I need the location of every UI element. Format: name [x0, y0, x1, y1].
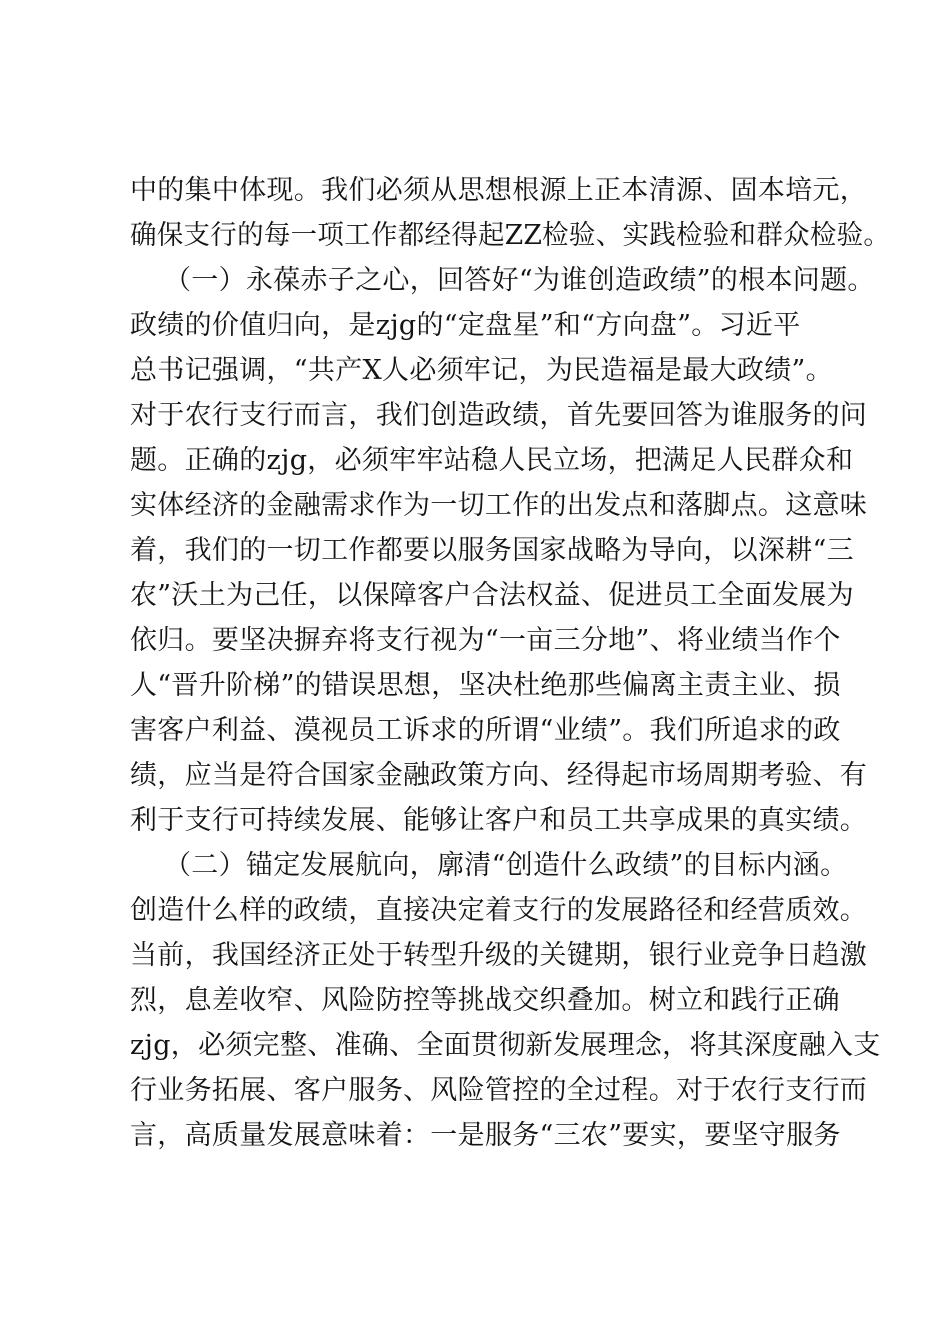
- body-text-line: 利于支行可持续发展、能够让客户和员工共享成果的真实绩。: [130, 805, 868, 836]
- body-text-line: 政绩的价值归向，是zjg的“定盘星”和“方向盘”。习近平: [130, 310, 801, 341]
- body-text-line: 对于农行支行而言，我们创造政绩，首先要回答为谁服务的问: [130, 400, 868, 431]
- body-text-line: 当前，我国经济正处于转型升级的关键期，银行业竞争日趋激: [130, 940, 868, 971]
- body-text-line: 着，我们的一切工作都要以服务国家战略为导向，以深耕“三: [130, 535, 854, 566]
- body-text-line: 实体经济的金融需求作为一切工作的出发点和落脚点。这意味: [130, 490, 868, 521]
- body-text-line: 害客户利益、漠视员工诉求的所谓“业绩”。我们所追求的政: [130, 715, 841, 746]
- section-heading-1: （一）永葆赤子之心，回答好“为谁创造政绩”的根本问题。: [164, 265, 875, 296]
- section-heading-2: （二）锚定发展航向，廓清“创造什么政绩”的目标内涵。: [164, 850, 848, 881]
- body-text-line: 行业务拓展、客户服务、风险管控的全过程。对于农行支行而: [130, 1075, 868, 1106]
- body-text-line: 确保支行的每一项工作都经得起ZZ检验、实践检验和群众检验。: [130, 220, 891, 251]
- body-text-line: 题。正确的zjg，必须牢牢站稳人民立场，把满足人民群众和: [130, 445, 854, 476]
- body-text-line: 依归。要坚决摒弃将支行视为“一亩三分地”、将业绩当作个: [130, 625, 841, 656]
- body-text-line: 创造什么样的政绩，直接决定着支行的发展路径和经营质效。: [130, 895, 868, 926]
- body-text-line: 农”沃土为己任，以保障客户合法权益、促进员工全面发展为: [130, 580, 854, 611]
- body-text-line: 总书记强调，“共产X人必须牢记，为民造福是最大政绩”。: [130, 355, 833, 386]
- body-text-line: 人“晋升阶梯”的错误思想，坚决杜绝那些偏离主责主业、损: [130, 670, 841, 701]
- body-text-line: 绩，应当是符合国家金融政策方向、经得起市场周期考验、有: [130, 760, 868, 791]
- body-text-line: 中的集中体现。我们必须从思想根源上正本清源、固本培元，: [130, 175, 868, 206]
- body-text-line: 言，高质量发展意味着：一是服务“三农”要实，要坚守服务: [130, 1120, 841, 1151]
- body-text-line: 烈，息差收窄、风险防控等挑战交织叠加。树立和践行正确: [130, 985, 840, 1016]
- body-text-line: zjg，必须完整、准确、全面贯彻新发展理念，将其深度融入支: [130, 1030, 881, 1061]
